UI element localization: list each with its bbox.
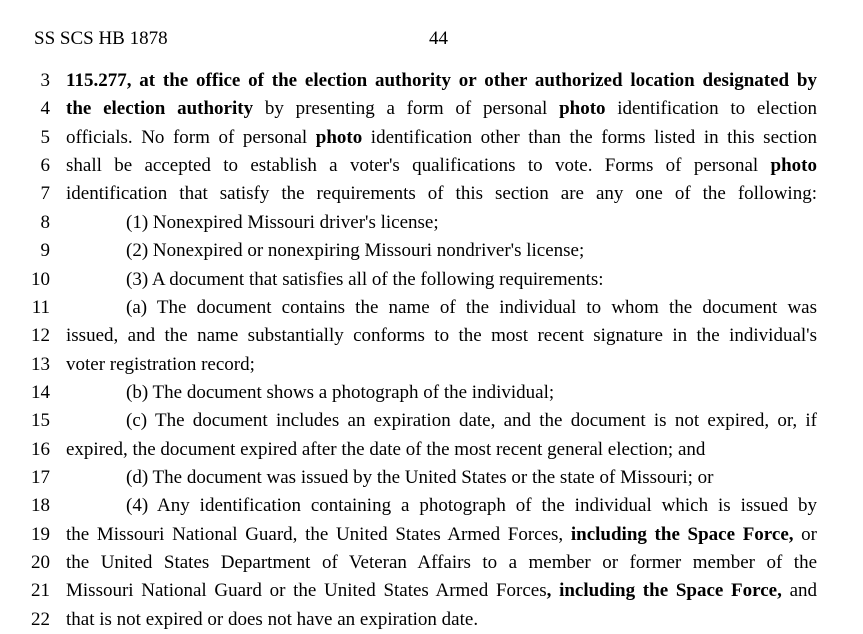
bill-identifier: SS SCS HB 1878 xyxy=(34,28,168,49)
line-number: 13 xyxy=(31,353,50,375)
line-number: 3 xyxy=(40,70,50,91)
bold-text-segment: including the Space Force, xyxy=(570,523,794,545)
document-body xyxy=(0,67,863,634)
text-segment: identification that satisfy the requirements of this section are any one of the following: xyxy=(66,183,817,205)
document-line xyxy=(0,294,863,322)
text-segment: (c) The document includes an expiration date, and the document is not expired, or, if xyxy=(126,410,817,432)
text-segment: (4) Any identification containing a photograph of the individual which is issued by xyxy=(126,495,817,517)
document-line xyxy=(0,237,863,265)
text-segment: the Missouri National Guard, the United States Armed Forces, xyxy=(66,523,571,545)
document-line xyxy=(0,464,863,492)
bold-text-segment: the election authority xyxy=(66,98,254,120)
document-line xyxy=(0,124,863,152)
bold-text-segment: 115.277, at the office of the election authority or other authorized location designated by xyxy=(66,70,817,91)
line-text xyxy=(66,577,817,605)
line-number: 9 xyxy=(40,240,50,262)
line-number: 7 xyxy=(40,183,50,205)
document-line xyxy=(0,436,863,464)
text-segment: and xyxy=(781,580,817,602)
document-line xyxy=(0,95,863,123)
bold-text-segment: photo xyxy=(315,126,363,148)
line-number: 17 xyxy=(31,467,50,489)
text-segment: (d) The document was issued by the United States or the state of Missouri; or xyxy=(126,467,714,489)
line-number: 4 xyxy=(40,98,50,120)
line-number: 18 xyxy=(31,495,50,517)
line-number: 16 xyxy=(31,438,50,460)
text-segment: shall be accepted to establish a voter's qualifications to vote. Forms of personal xyxy=(66,155,771,177)
line-number: 22 xyxy=(31,608,50,630)
document-line xyxy=(0,322,863,350)
document-line xyxy=(0,351,863,379)
line-text xyxy=(66,124,817,152)
page-number: 44 xyxy=(429,28,448,49)
text-segment: that is not expired or does not have an expiration date. xyxy=(66,608,479,630)
text-segment: (b) The document shows a photograph of the individual; xyxy=(126,381,555,403)
line-text xyxy=(66,95,817,123)
document-line xyxy=(0,521,863,549)
line-text xyxy=(66,180,817,208)
document-line xyxy=(0,577,863,605)
text-segment: identification other than the forms listed in this section xyxy=(362,126,817,148)
line-number: 21 xyxy=(31,580,50,602)
text-segment: voter registration record; xyxy=(66,353,255,375)
line-number: 6 xyxy=(40,155,50,177)
line-number: 14 xyxy=(31,381,50,403)
line-number: 19 xyxy=(31,523,50,545)
line-number: 5 xyxy=(40,126,50,148)
document-line xyxy=(0,407,863,435)
text-segment: officials. No form of personal xyxy=(66,126,316,148)
line-text xyxy=(66,351,817,379)
line-text xyxy=(126,294,817,322)
text-segment: issued, and the name substantially conforms to the most recent signature in the individual's xyxy=(66,325,817,347)
text-segment: Missouri National Guard or the United States Armed Forces xyxy=(66,580,547,602)
text-segment: or xyxy=(793,523,817,545)
document-line xyxy=(0,379,863,407)
line-text xyxy=(66,436,817,464)
line-number: 11 xyxy=(31,296,50,318)
text-segment: by presenting a form of personal xyxy=(253,98,560,120)
document-line xyxy=(0,606,863,634)
page-header xyxy=(0,28,863,54)
bold-text-segment: photo xyxy=(770,155,817,177)
bold-text-segment: photo xyxy=(559,98,606,120)
text-segment: (a) The document contains the name of the individual to whom the document was xyxy=(126,296,817,318)
line-text xyxy=(66,521,817,549)
text-segment: the United States Department of Veteran Affairs to a member or former member of the xyxy=(66,552,817,574)
line-number: 12 xyxy=(31,325,50,347)
line-text xyxy=(126,492,817,520)
line-text xyxy=(66,322,817,350)
bold-text-segment: , including the Space Force, xyxy=(546,580,782,602)
line-number: 15 xyxy=(31,410,50,432)
line-text xyxy=(66,606,817,634)
line-text xyxy=(66,67,817,95)
line-text xyxy=(126,379,817,407)
document-line xyxy=(0,67,863,95)
line-text xyxy=(126,407,817,435)
line-number: 8 xyxy=(40,211,50,233)
line-text xyxy=(66,549,817,577)
document-line xyxy=(0,266,863,294)
text-segment: expired, the document expired after the date of the most recent general election; and xyxy=(66,438,706,460)
line-number: 10 xyxy=(31,268,50,290)
line-text xyxy=(126,237,817,265)
line-number: 20 xyxy=(31,552,50,574)
text-segment: (2) Nonexpired or nonexpiring Missouri nondriver's license; xyxy=(126,240,585,262)
line-text xyxy=(126,464,817,492)
document-line xyxy=(0,180,863,208)
line-text xyxy=(126,266,817,294)
document-line xyxy=(0,492,863,520)
text-segment: identification to election xyxy=(605,98,817,120)
text-segment: (1) Nonexpired Missouri driver's license; xyxy=(126,211,439,233)
document-line xyxy=(0,209,863,237)
text-segment: (3) A document that satisfies all of the following requirements: xyxy=(126,268,604,290)
line-text xyxy=(126,209,817,237)
document-line xyxy=(0,549,863,577)
document-line xyxy=(0,152,863,180)
line-text xyxy=(66,152,817,180)
